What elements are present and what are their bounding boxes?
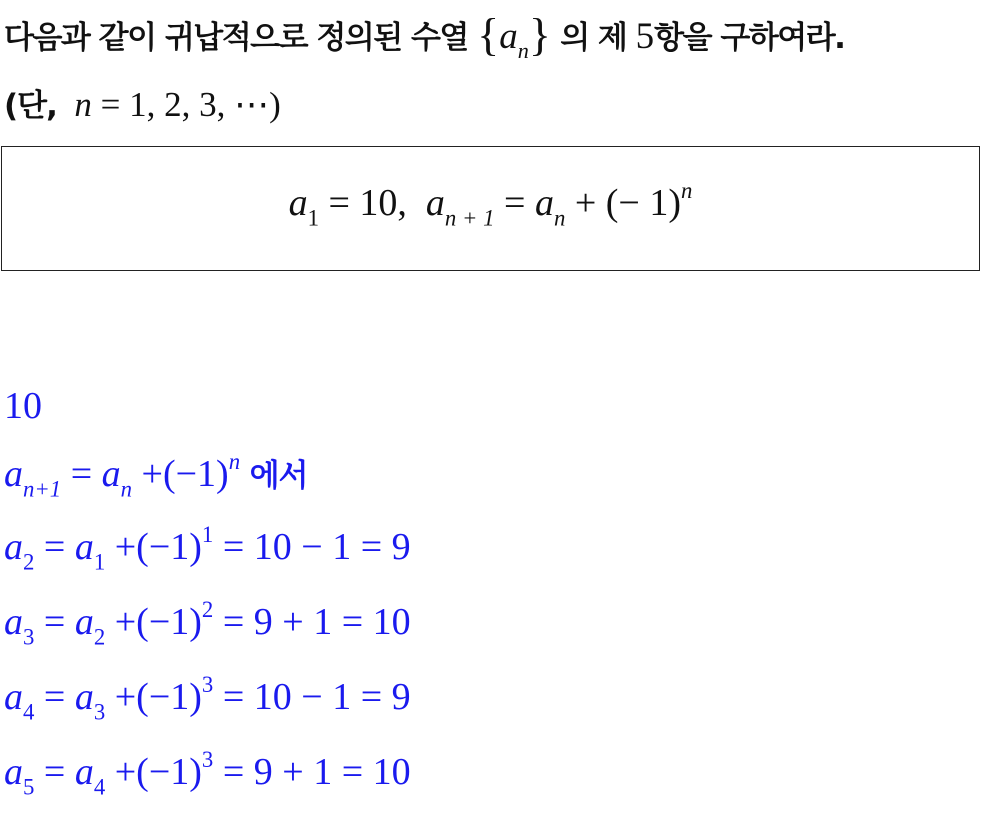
solution-step: $a_3 = a_2 +(-1)^2 = 9 + 1 = 10$ xyxy=(4,596,411,650)
question-text: 다음과 같이 귀납적으로 정의된 수열 xyxy=(4,20,468,56)
question-text-3: 항을 구하여라. xyxy=(654,20,845,56)
condition-prefix: (단, xyxy=(4,88,57,124)
solution-step: $a_2 = a_1 +(-1)^1 = 10 - 1 = 9$ xyxy=(4,521,411,575)
condition-line xyxy=(4,80,281,125)
condition-math: n = 1, 2, 3, ⋯) xyxy=(74,85,281,124)
definition-box xyxy=(1,146,980,271)
sequence-notation: $\{a_n\}$ xyxy=(477,9,551,63)
solution-answer: 10 xyxy=(4,385,42,427)
solution-step: $a_5 = a_4 +(-1)^3 = 9 + 1 = 10$ xyxy=(4,746,411,800)
question-line xyxy=(4,6,845,63)
solution-recurrence: $a_{n+1} = a_n +(-1)^n$ 에서 xyxy=(4,448,308,502)
question-text-2: 의 제 xyxy=(560,20,627,56)
term-number: 5 xyxy=(635,16,655,57)
solution-step: $a_4 = a_3 +(-1)^3 = 10 - 1 = 9$ xyxy=(4,671,411,725)
recurrence-definition: $a_1 = 10$, $a_{n + 1} = a_n$ + (− 1)$^n$ xyxy=(288,177,693,231)
